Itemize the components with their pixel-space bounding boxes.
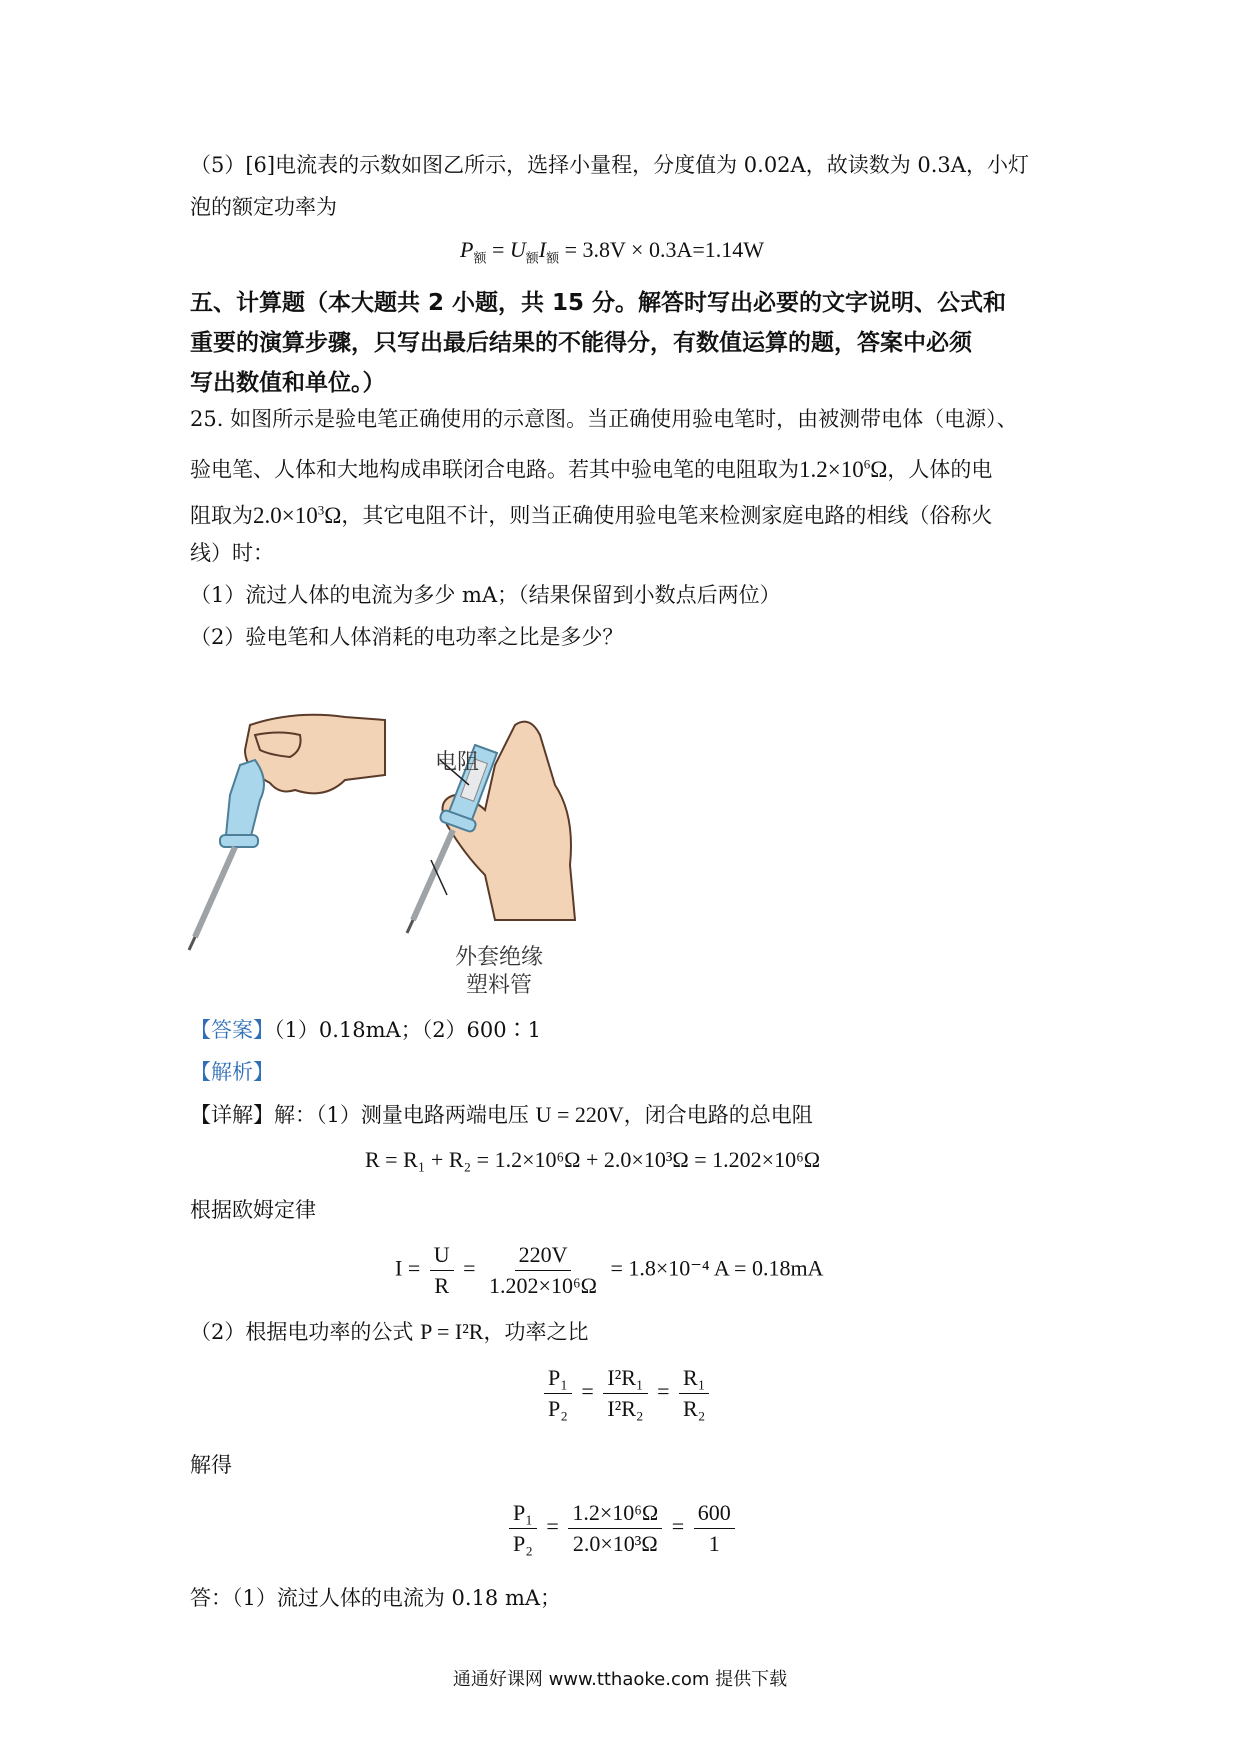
rated-power-formula: $P_额 = U_额I_额 = 3.8V \times 0.3A=1.14W$ bbox=[460, 237, 765, 266]
test-pen-illustration bbox=[185, 705, 635, 1005]
analysis-line bbox=[190, 1057, 274, 1087]
question-line1: 25. 如图所示是验电笔正确使用的示意图。当正确使用验电笔时，由被测带电体（电源）、 bbox=[190, 407, 1018, 431]
final-ratio-equation: $\frac{\text{P₁}}{\text{P₂}}$ = $\frac{\text{1.2×10⁶Ω}}{\text{2.0×10³Ω}}$ = $\frac{600}{1}$ bbox=[505, 1500, 739, 1557]
question-line2: 验电笔、人体和大地构成串联闭合电路。若其中验电笔的电阻取为$1.2\times 10^6\Omega$，人体的电 bbox=[190, 456, 993, 482]
power-ratio-equation: $\frac{\text{P₁}}{\text{P₂}}$ = $\frac{\text{I²R₁}}{\text{I²R₂}}$ = $\frac{\text{R₁}}{\text{R₂}}$ bbox=[540, 1365, 713, 1422]
conclusion-line: 答：（1）流过人体的电流为 0.18 mA； bbox=[190, 1586, 562, 1610]
section5-line1: （5）[6]电流表的示数如图乙所示，选择小量程，分度值为 0.02A，故读数为 0.3A，小灯 bbox=[190, 153, 1029, 177]
section-heading-line1: 五、计算题（本大题共 2 小题，共 15 分。解答时写出必要的文字说明、公式和 bbox=[190, 290, 1007, 316]
power-formula-line: （2）根据电功率的公式 P = I²R，功率之比 bbox=[190, 1319, 589, 1344]
test-pen-figure bbox=[185, 705, 635, 1005]
solve-line: 解得 bbox=[190, 1453, 232, 1477]
right-hand-illustration bbox=[407, 722, 575, 933]
label-tube-line2: 塑料管 bbox=[466, 973, 533, 998]
answer-line: 【答案】（1）0.18mA；（2）600∶1 bbox=[190, 1018, 542, 1042]
section-heading-line3: 写出数值和单位。） bbox=[190, 370, 386, 396]
section5-line2: 泡的额定功率为 bbox=[190, 195, 337, 219]
analysis-tag: 【解析】 bbox=[190, 1060, 274, 1084]
question-sub1: （1）流过人体的电流为多少 mA；（结果保留到小数点后两位） bbox=[190, 583, 781, 607]
detail-line1: 【详解】解：（1）测量电路两端电压 U = 220V，闭合电路的总电阻 bbox=[190, 1102, 813, 1127]
label-tube-line1: 外套绝缘 bbox=[455, 945, 544, 970]
page-footer: 通通好课网 www.tthaoke.com 提供下载 bbox=[452, 1669, 788, 1690]
current-equation: I = $\frac{U}{R}$ = $\frac{220V}{\text{1.202×10⁶Ω}}$ = 1.8×10⁻⁴ A = 0.18mA bbox=[395, 1242, 824, 1298]
section-heading-line2: 重要的演算步骤，只写出最后结果的不能得分，有数值运算的题，答案中必须 bbox=[190, 330, 972, 356]
total-resistance-equation: R = R₁ + R₂ = 1.2×10⁶Ω + 2.0×10³Ω = 1.202×10⁶Ω bbox=[365, 1147, 821, 1172]
answer-tag: 【答案】 bbox=[190, 1018, 274, 1042]
ohm-law-line: 根据欧姆定律 bbox=[190, 1198, 316, 1222]
left-hand-illustration bbox=[189, 715, 385, 950]
question-sub2: （2）验电笔和人体消耗的电功率之比是多少？ bbox=[190, 625, 624, 649]
question-line4: 线）时： bbox=[190, 541, 274, 565]
question-line3: 阻取为$2.0\times 10^3\Omega$，其它电阻不计，则当正确使用验电笔来检测家庭电路的相线（俗称火 bbox=[190, 502, 993, 528]
label-resistor: 电阻 bbox=[435, 750, 480, 775]
